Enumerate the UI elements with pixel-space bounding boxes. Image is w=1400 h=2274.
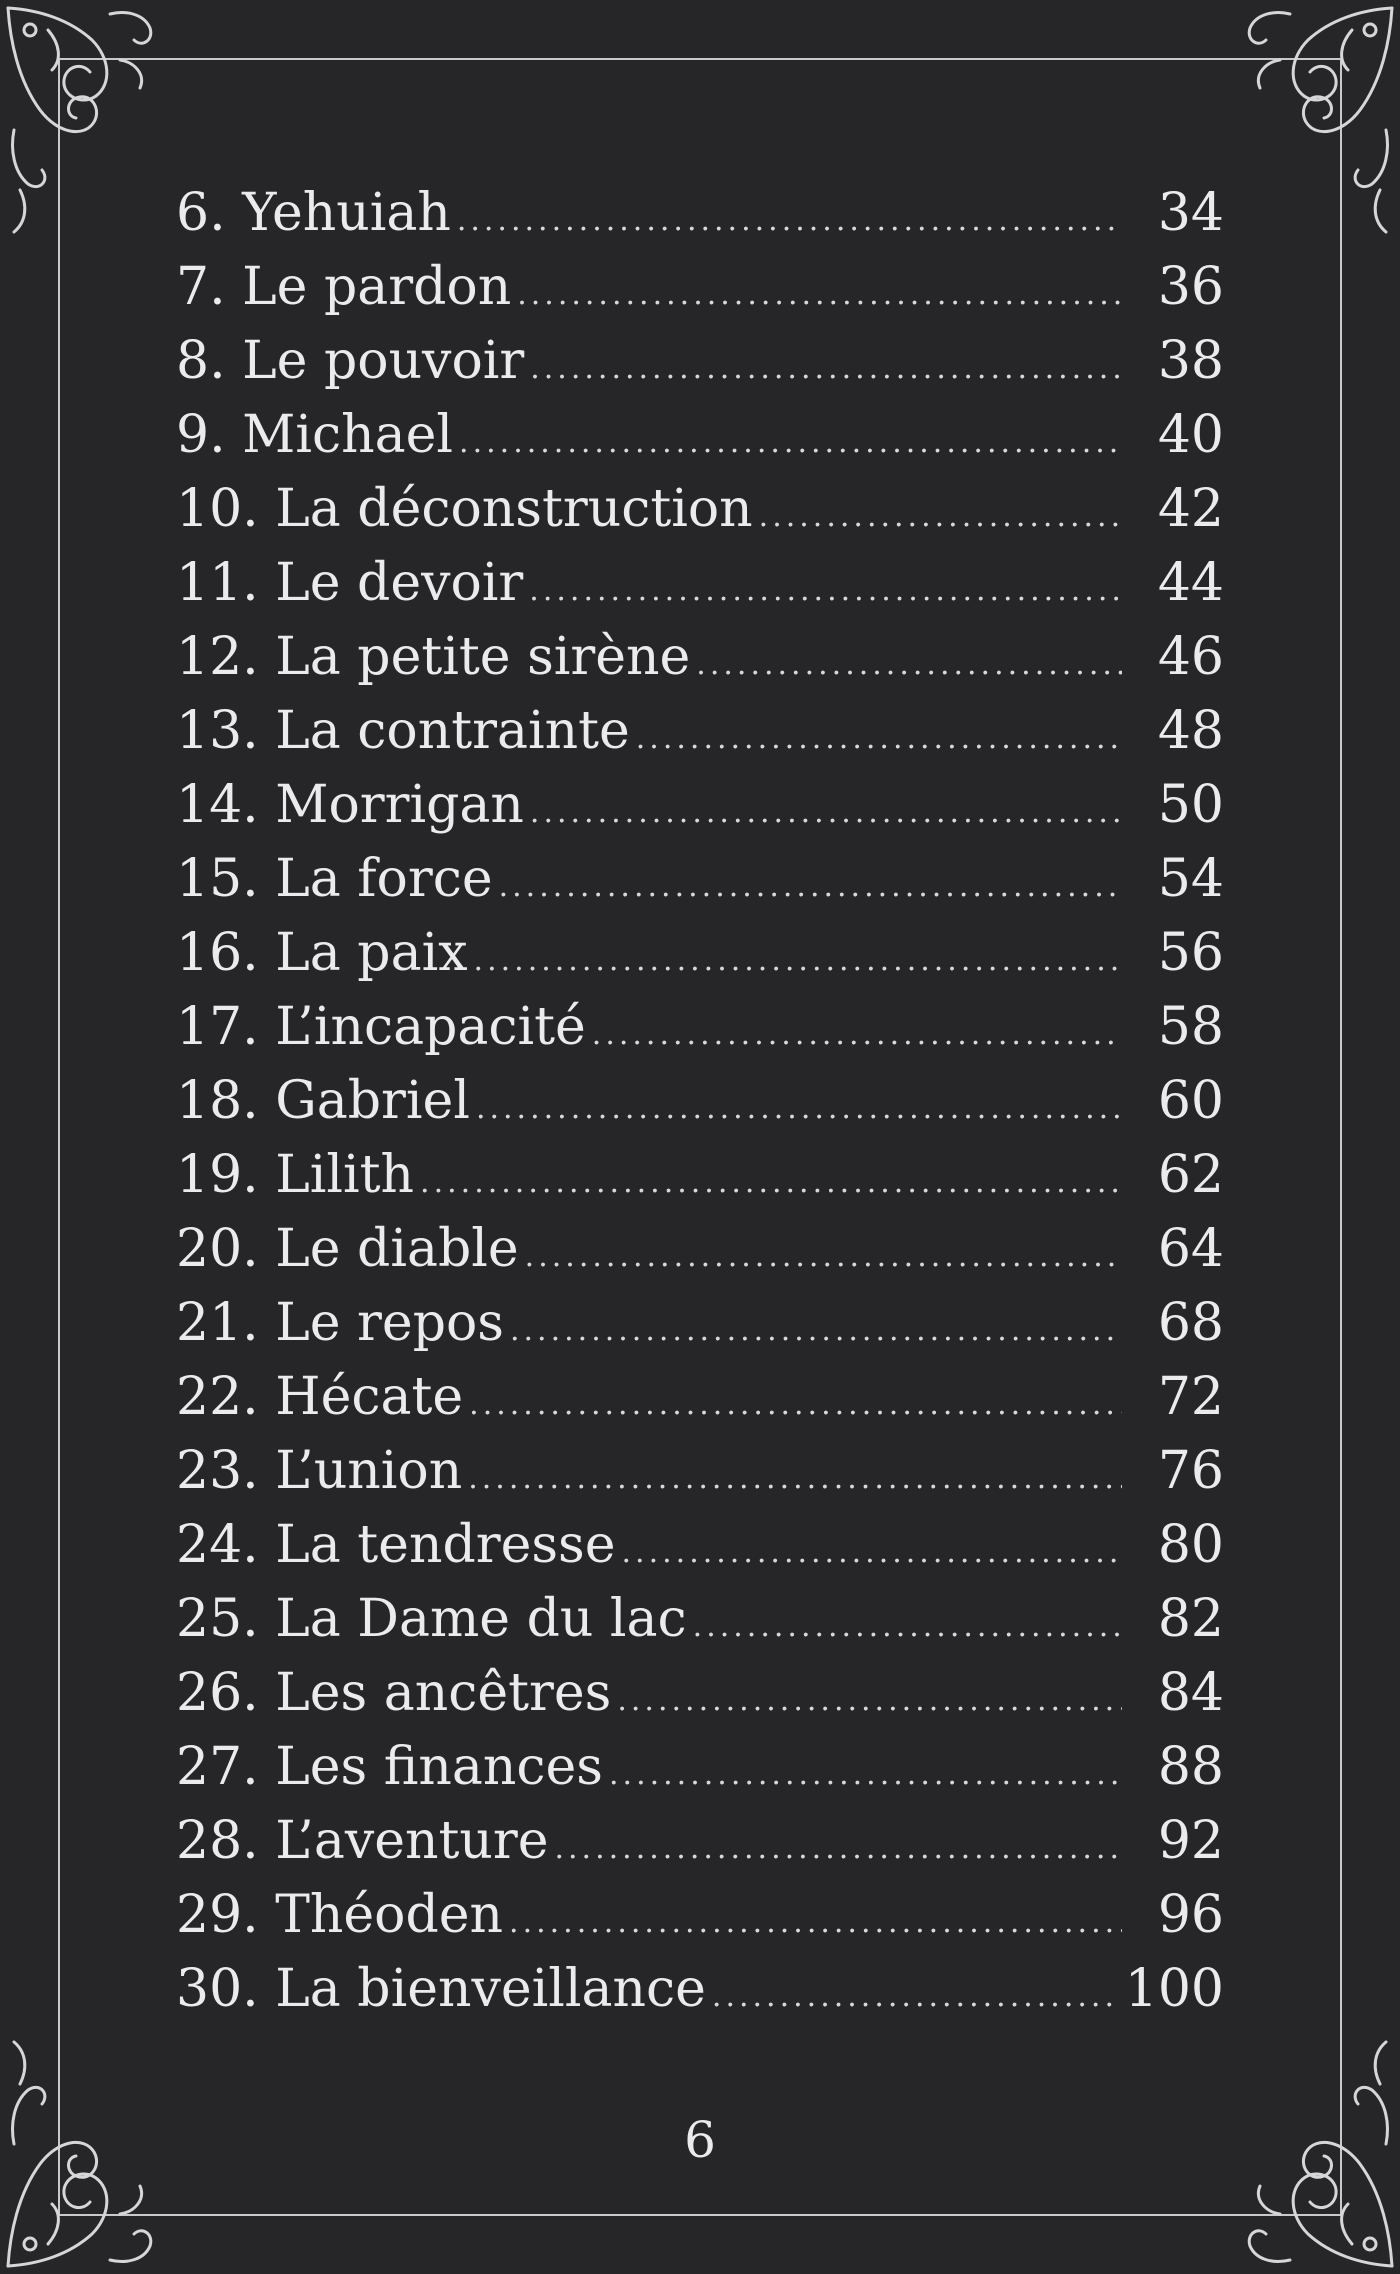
toc-entry-page: 64 <box>1157 1219 1224 1279</box>
toc-entry-title: 24. La tendresse <box>176 1515 616 1575</box>
page-number: 6 <box>684 2111 716 2169</box>
toc-entry[interactable] <box>176 1360 1224 1434</box>
toc-entry-page: 72 <box>1157 1367 1224 1427</box>
toc-entry-title: 27. Les finances <box>176 1737 603 1797</box>
toc-entry-title: 22. Hécate <box>176 1367 464 1427</box>
toc-leader-dots <box>509 1886 1122 1960</box>
toc-leader-dots <box>474 924 1122 998</box>
toc-entry[interactable] <box>176 620 1224 694</box>
toc-leader-dots <box>622 1516 1122 1590</box>
toc-entry-page: 96 <box>1157 1885 1224 1945</box>
toc-entry-page: 38 <box>1157 331 1224 391</box>
toc-leader-dots <box>712 1960 1113 2034</box>
toc-leader-dots <box>457 184 1122 258</box>
toc-leader-dots <box>554 1812 1122 1886</box>
toc-entry[interactable] <box>176 916 1224 990</box>
toc-leader-dots <box>529 554 1122 628</box>
toc-leader-dots <box>530 776 1122 850</box>
toc-entry-page: 88 <box>1157 1737 1224 1797</box>
toc-entry-page: 36 <box>1157 257 1224 317</box>
toc-entry-page: 44 <box>1157 553 1224 613</box>
toc-leader-dots <box>476 1072 1122 1146</box>
toc-entry[interactable] <box>176 1286 1224 1360</box>
toc-entry-page: 48 <box>1157 701 1224 761</box>
toc-entry[interactable] <box>176 250 1224 324</box>
toc-entry[interactable] <box>176 176 1224 250</box>
toc-entry-page: 54 <box>1157 849 1224 909</box>
toc-leader-dots <box>636 702 1122 776</box>
toc-entry-title: 23. L’union <box>176 1441 463 1501</box>
toc-entry-page: 34 <box>1157 183 1224 243</box>
toc-entry-page: 46 <box>1157 627 1224 687</box>
toc-entry-title: 15. La force <box>176 849 493 909</box>
toc-leader-dots <box>617 1664 1122 1738</box>
toc-entry-title: 20. Le diable <box>176 1219 519 1279</box>
toc-entry[interactable] <box>176 1582 1224 1656</box>
toc-leader-dots <box>530 332 1122 406</box>
toc-entry-title: 21. Le repos <box>176 1293 504 1353</box>
toc-entry-title: 26. Les ancêtres <box>176 1663 612 1723</box>
toc-entry[interactable] <box>176 990 1224 1064</box>
toc-leader-dots <box>468 1442 1122 1516</box>
toc-entry-page: 60 <box>1157 1071 1224 1131</box>
toc-entry-title: 13. La contrainte <box>176 701 630 761</box>
toc-entry[interactable] <box>176 842 1224 916</box>
corner-ornament-icon <box>0 0 170 240</box>
toc-entry[interactable] <box>176 1434 1224 1508</box>
toc-entry-title: 25. La Dame du lac <box>176 1589 687 1649</box>
toc-leader-dots <box>759 480 1122 554</box>
toc-entry[interactable] <box>176 1952 1224 2026</box>
toc-entry[interactable] <box>176 1508 1224 1582</box>
toc-leader-dots <box>510 1294 1122 1368</box>
toc-leader-dots <box>459 406 1122 480</box>
toc-entry[interactable] <box>176 1064 1224 1138</box>
toc-leader-dots <box>592 998 1122 1072</box>
toc-entry-page: 82 <box>1157 1589 1224 1649</box>
toc-entry-page: 80 <box>1157 1515 1224 1575</box>
toc-leader-dots <box>696 628 1122 702</box>
table-of-contents <box>176 176 1224 2026</box>
toc-entry-title: 30. La bienveillance <box>176 1959 706 2019</box>
toc-entry-title: 28. L’aventure <box>176 1811 549 1871</box>
toc-entry-page: 50 <box>1157 775 1224 835</box>
toc-entry-page: 56 <box>1157 923 1224 983</box>
toc-entry-page: 42 <box>1157 479 1224 539</box>
toc-entry[interactable] <box>176 768 1224 842</box>
toc-leader-dots <box>469 1368 1122 1442</box>
toc-entry[interactable] <box>176 324 1224 398</box>
toc-entry-page: 68 <box>1157 1293 1224 1353</box>
toc-leader-dots <box>693 1590 1122 1664</box>
toc-leader-dots <box>517 258 1122 332</box>
toc-entry[interactable] <box>176 472 1224 546</box>
toc-entry[interactable] <box>176 1804 1224 1878</box>
toc-entry[interactable] <box>176 1656 1224 1730</box>
toc-entry-page: 40 <box>1157 405 1224 465</box>
toc-entry-title: 10. La déconstruction <box>176 479 753 539</box>
toc-leader-dots <box>420 1146 1122 1220</box>
toc-entry-title: 29. Théoden <box>176 1885 504 1945</box>
toc-entry-title: 12. La petite sirène <box>176 627 691 687</box>
toc-entry[interactable] <box>176 398 1224 472</box>
toc-entry[interactable] <box>176 546 1224 620</box>
toc-entry[interactable] <box>176 1212 1224 1286</box>
toc-entry-page: 84 <box>1157 1663 1224 1723</box>
toc-entry[interactable] <box>176 694 1224 768</box>
toc-entry-title: 14. Morrigan <box>176 775 524 835</box>
toc-entry-page: 62 <box>1157 1145 1224 1205</box>
toc-entry[interactable] <box>176 1730 1224 1804</box>
toc-entry-page: 100 <box>1124 1959 1224 2019</box>
toc-entry-title: 6. Yehuiah <box>176 183 451 243</box>
toc-leader-dots <box>499 850 1122 924</box>
toc-entry-title: 11. Le devoir <box>176 553 524 613</box>
toc-entry-title: 17. L’incapacité <box>176 997 586 1057</box>
toc-entry-page: 92 <box>1157 1811 1224 1871</box>
toc-entry-page: 76 <box>1157 1441 1224 1501</box>
toc-entry-title: 7. Le pardon <box>176 257 512 317</box>
toc-entry-title: 8. Le pouvoir <box>176 331 525 391</box>
toc-entry-title: 16. La paix <box>176 923 468 983</box>
toc-leader-dots <box>525 1220 1122 1294</box>
toc-entry-title: 19. Lilith <box>176 1145 415 1205</box>
toc-leader-dots <box>609 1738 1122 1812</box>
toc-entry[interactable] <box>176 1878 1224 1952</box>
corner-ornament-icon <box>1230 0 1400 240</box>
toc-entry-page: 58 <box>1157 997 1224 1057</box>
toc-entry[interactable] <box>176 1138 1224 1212</box>
toc-entry-title: 18. Gabriel <box>176 1071 470 1131</box>
toc-entry-title: 9. Michael <box>176 405 454 465</box>
